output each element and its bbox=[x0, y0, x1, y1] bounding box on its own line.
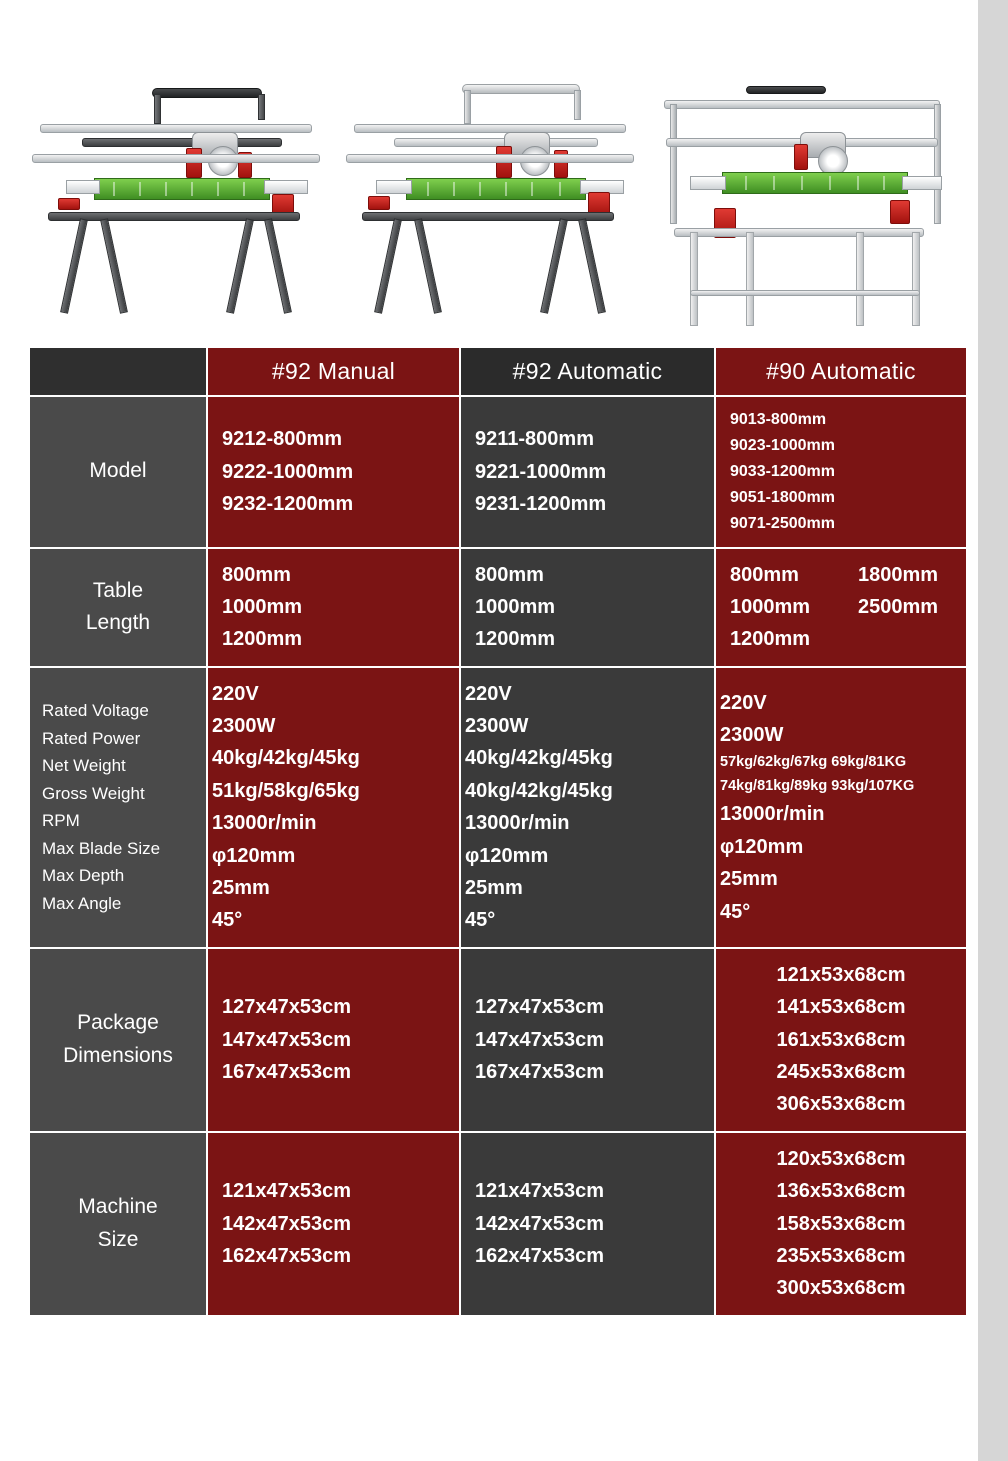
spec-label-rated-voltage: Rated Voltage bbox=[42, 701, 149, 721]
handle-post-right bbox=[574, 90, 581, 120]
leg-front-left bbox=[60, 218, 88, 314]
spec-label-net-weight: Net Weight bbox=[42, 756, 126, 776]
machine-size-92-automatic-3: 162x47x53cm bbox=[475, 1244, 605, 1267]
upper-rail-rear bbox=[664, 100, 940, 109]
specs-90-automatic-depth: 25mm bbox=[720, 868, 778, 891]
table-row-model bbox=[29, 396, 967, 548]
specs-92-automatic-angle: 45° bbox=[465, 909, 496, 932]
machine-size-90-automatic-5: 300x53x68cm bbox=[776, 1277, 906, 1300]
red-clamp-left bbox=[58, 198, 80, 210]
side-plate-left bbox=[690, 176, 726, 190]
specs-92-automatic-net-weight: 40kg/42kg/45kg bbox=[465, 747, 613, 770]
green-cutting-table bbox=[406, 178, 586, 200]
specs-92-manual-blade: φ120mm bbox=[212, 844, 296, 867]
leg-front-left bbox=[374, 218, 402, 314]
row-label-machine-line2: Size bbox=[97, 1227, 139, 1251]
machine-size-90-automatic-3: 158x53x68cm bbox=[776, 1212, 906, 1235]
green-cutting-table bbox=[722, 172, 908, 194]
upright-left bbox=[670, 104, 677, 224]
machine-illustration-90-automatic bbox=[650, 60, 956, 330]
specs-90-automatic-power: 2300W bbox=[720, 724, 784, 746]
spec-label-rpm: RPM bbox=[42, 811, 80, 831]
package-90-automatic bbox=[715, 948, 967, 1132]
handle-bar bbox=[152, 88, 262, 98]
row-label-package-line1: Package bbox=[77, 1011, 159, 1035]
table-length-92-manual bbox=[207, 548, 460, 667]
right-margin-strip bbox=[978, 0, 1008, 1461]
specs-90-automatic-gross-weight: 74kg/81kg/89kg 93kg/107KG bbox=[720, 777, 915, 794]
row-label-model: Model bbox=[29, 396, 207, 548]
specs-92-automatic-blade: φ120mm bbox=[465, 844, 549, 867]
upper-rail bbox=[40, 124, 312, 133]
table-length-92-automatic-3: 1200mm bbox=[475, 628, 556, 651]
leg-back-left bbox=[100, 218, 128, 314]
leg-front-right bbox=[856, 232, 864, 326]
machine-size-92-automatic-2: 142x47x53cm bbox=[475, 1212, 605, 1235]
spec-label-rated-power: Rated Power bbox=[42, 728, 141, 748]
specs-90-automatic-angle: 45° bbox=[720, 900, 751, 923]
specs-90-automatic-net-weight: 57kg/62kg/67kg 69kg/81KG bbox=[720, 754, 907, 771]
row-label-machine-size bbox=[29, 1132, 207, 1316]
specs-90-automatic-voltage: 220V bbox=[720, 691, 767, 714]
machine-size-92-manual-1: 121x47x53cm bbox=[222, 1180, 352, 1203]
specs-92-automatic-depth: 25mm bbox=[465, 877, 523, 900]
table-length-92-automatic-2: 1000mm bbox=[475, 595, 556, 618]
machine-size-92-automatic bbox=[460, 1132, 715, 1316]
side-plate-right bbox=[902, 176, 942, 190]
table-length-92-manual-1: 800mm bbox=[222, 563, 291, 586]
machine-illustration-92-automatic bbox=[336, 60, 642, 330]
machine-size-90-automatic-1: 120x53x68cm bbox=[776, 1147, 906, 1170]
leg-front-right bbox=[226, 218, 254, 314]
machine-size-90-automatic-2: 136x53x68cm bbox=[776, 1180, 906, 1203]
table-row-table-length bbox=[29, 548, 967, 667]
table-length-90-automatic bbox=[715, 548, 967, 667]
model-90-automatic bbox=[715, 396, 967, 548]
package-92-manual-2: 147x47x53cm bbox=[222, 1028, 352, 1051]
upright-right bbox=[934, 104, 941, 224]
table-length-90-automatic-2: 1000mm bbox=[730, 595, 811, 618]
package-92-automatic-1: 127x47x53cm bbox=[475, 996, 605, 1019]
package-92-manual bbox=[207, 948, 460, 1132]
handle-post-left bbox=[154, 94, 161, 124]
model-92-manual-2: 9222-1000mm bbox=[222, 460, 354, 483]
specs-92-manual-voltage: 220V bbox=[212, 682, 259, 705]
model-92-automatic-1: 9211-800mm bbox=[475, 428, 594, 451]
row-label-package-line2: Dimensions bbox=[63, 1043, 173, 1067]
specs-92-automatic-rpm: 13000r/min bbox=[465, 812, 570, 835]
machine-size-90-automatic bbox=[715, 1132, 967, 1316]
model-90-automatic-5: 9071-2500mm bbox=[730, 514, 835, 532]
specs-92-manual-depth: 25mm bbox=[212, 877, 270, 900]
green-cutting-table bbox=[94, 178, 270, 200]
side-plate-right bbox=[264, 180, 308, 194]
table-length-90-automatic-extra-2: 2500mm bbox=[858, 595, 939, 618]
model-92-automatic-2: 9221-1000mm bbox=[475, 460, 607, 483]
specs-90-automatic bbox=[715, 667, 967, 948]
machine-illustration-92-manual bbox=[22, 60, 328, 330]
table-row-machine-size bbox=[29, 1132, 967, 1316]
machine-size-92-manual-2: 142x47x53cm bbox=[222, 1212, 352, 1235]
spec-label-max-depth: Max Depth bbox=[42, 866, 125, 886]
package-92-automatic-3: 167x47x53cm bbox=[475, 1061, 605, 1083]
model-90-automatic-2: 9023-1000mm bbox=[730, 436, 835, 454]
header-col-90-automatic: #90 Automatic bbox=[715, 347, 967, 396]
machine-size-92-automatic-1: 121x47x53cm bbox=[475, 1180, 605, 1203]
row-label-table-length-line2: Length bbox=[85, 611, 151, 635]
side-plate-left bbox=[66, 180, 100, 194]
leg-back-left bbox=[414, 218, 442, 314]
handle-bar bbox=[462, 84, 580, 94]
spec-label-max-angle: Max Angle bbox=[42, 893, 122, 913]
product-photo-band bbox=[0, 0, 978, 330]
specs-92-manual-angle: 45° bbox=[212, 909, 243, 932]
specs-92-manual bbox=[207, 667, 460, 948]
specs-92-manual-power: 2300W bbox=[212, 715, 276, 738]
specs-90-automatic-blade: φ120mm bbox=[720, 835, 804, 858]
row-label-package-dimensions bbox=[29, 948, 207, 1132]
table-length-92-automatic-1: 800mm bbox=[475, 563, 544, 586]
header-col-92-automatic: #92 Automatic bbox=[460, 347, 715, 396]
specs-92-automatic-power: 2300W bbox=[465, 715, 529, 738]
guide-rail bbox=[82, 138, 282, 147]
row-label-table-length bbox=[29, 548, 207, 667]
model-92-manual bbox=[207, 396, 460, 548]
model-92-automatic-3: 9231-1200mm bbox=[475, 492, 607, 515]
table-length-90-automatic-3: 1200mm bbox=[730, 628, 811, 651]
model-90-automatic-1: 9013-800mm bbox=[730, 411, 827, 428]
header-col-92-manual: #92 Manual bbox=[207, 347, 460, 396]
specs-92-automatic bbox=[460, 667, 715, 948]
red-knob-left bbox=[186, 148, 202, 178]
model-92-automatic bbox=[460, 396, 715, 548]
package-90-automatic-1: 121x53x68cm bbox=[776, 963, 906, 986]
specification-table bbox=[28, 346, 968, 1317]
table-length-90-automatic-1: 800mm bbox=[730, 563, 799, 586]
package-92-automatic-2: 147x47x53cm bbox=[475, 1028, 605, 1051]
frame-rail-top bbox=[32, 154, 320, 163]
red-clamp-right bbox=[890, 200, 910, 224]
leg-back-right bbox=[578, 218, 606, 314]
table-length-92-manual-3: 1200mm bbox=[222, 628, 303, 651]
table-length-92-manual-2: 1000mm bbox=[222, 595, 303, 618]
package-90-automatic-5: 306x53x68cm bbox=[776, 1093, 906, 1116]
upper-rail bbox=[354, 124, 626, 133]
specs-92-manual-net-weight: 40kg/42kg/45kg bbox=[212, 747, 360, 770]
machine-size-92-manual-3: 162x47x53cm bbox=[222, 1244, 352, 1267]
table-row-specs bbox=[29, 667, 967, 948]
leg-back-right bbox=[264, 218, 292, 314]
specification-table-wrapper bbox=[28, 346, 966, 1317]
model-92-manual-1: 9212-800mm bbox=[222, 428, 343, 451]
specs-90-automatic-rpm: 13000r/min bbox=[720, 803, 825, 826]
frame-rail-bottom bbox=[674, 228, 924, 237]
table-row-package-dimensions bbox=[29, 948, 967, 1132]
model-90-automatic-3: 9033-1200mm bbox=[730, 462, 835, 480]
specs-92-automatic-voltage: 220V bbox=[465, 682, 512, 705]
red-clamp-left bbox=[368, 196, 390, 210]
row-label-table-length-line1: Table bbox=[92, 578, 144, 602]
model-92-manual-3: 9232-1200mm bbox=[222, 492, 354, 515]
side-plate-left bbox=[376, 180, 412, 194]
package-90-automatic-3: 161x53x68cm bbox=[776, 1028, 906, 1051]
leg-front-left bbox=[690, 232, 698, 326]
row-label-machine-line1: Machine bbox=[78, 1195, 158, 1219]
model-90-automatic-4: 9051-1800mm bbox=[730, 488, 835, 506]
red-knob-left bbox=[794, 144, 808, 170]
row-label-specs bbox=[29, 667, 207, 948]
leg-front-right bbox=[540, 218, 568, 314]
machine-size-92-manual bbox=[207, 1132, 460, 1316]
leg-cross-brace bbox=[690, 290, 920, 296]
table-header-row bbox=[29, 347, 967, 396]
spec-label-gross-weight: Gross Weight bbox=[42, 783, 145, 803]
package-92-manual-3: 167x47x53cm bbox=[222, 1061, 352, 1083]
specs-92-manual-gross-weight: 51kg/58kg/65kg bbox=[212, 779, 360, 802]
handle-post-right bbox=[258, 94, 265, 120]
package-90-automatic-2: 141x53x68cm bbox=[776, 996, 906, 1019]
handle-post-left bbox=[464, 90, 471, 124]
table-length-90-automatic-extra-1: 1800mm bbox=[858, 563, 939, 586]
frame-rail-top bbox=[346, 154, 634, 163]
package-92-manual-1: 127x47x53cm bbox=[222, 996, 352, 1019]
spec-label-max-blade-size: Max Blade Size bbox=[42, 838, 161, 858]
header-corner-cell bbox=[29, 347, 207, 396]
table-length-92-automatic bbox=[460, 548, 715, 667]
leg-back-left bbox=[746, 232, 754, 326]
package-90-automatic-4: 245x53x68cm bbox=[776, 1061, 906, 1083]
leg-back-right bbox=[912, 232, 920, 326]
specs-92-manual-rpm: 13000r/min bbox=[212, 812, 317, 835]
specs-92-automatic-gross-weight: 40kg/42kg/45kg bbox=[465, 779, 613, 802]
package-92-automatic bbox=[460, 948, 715, 1132]
machine-size-90-automatic-4: 235x53x68cm bbox=[776, 1244, 906, 1267]
handle-bar bbox=[746, 86, 826, 94]
